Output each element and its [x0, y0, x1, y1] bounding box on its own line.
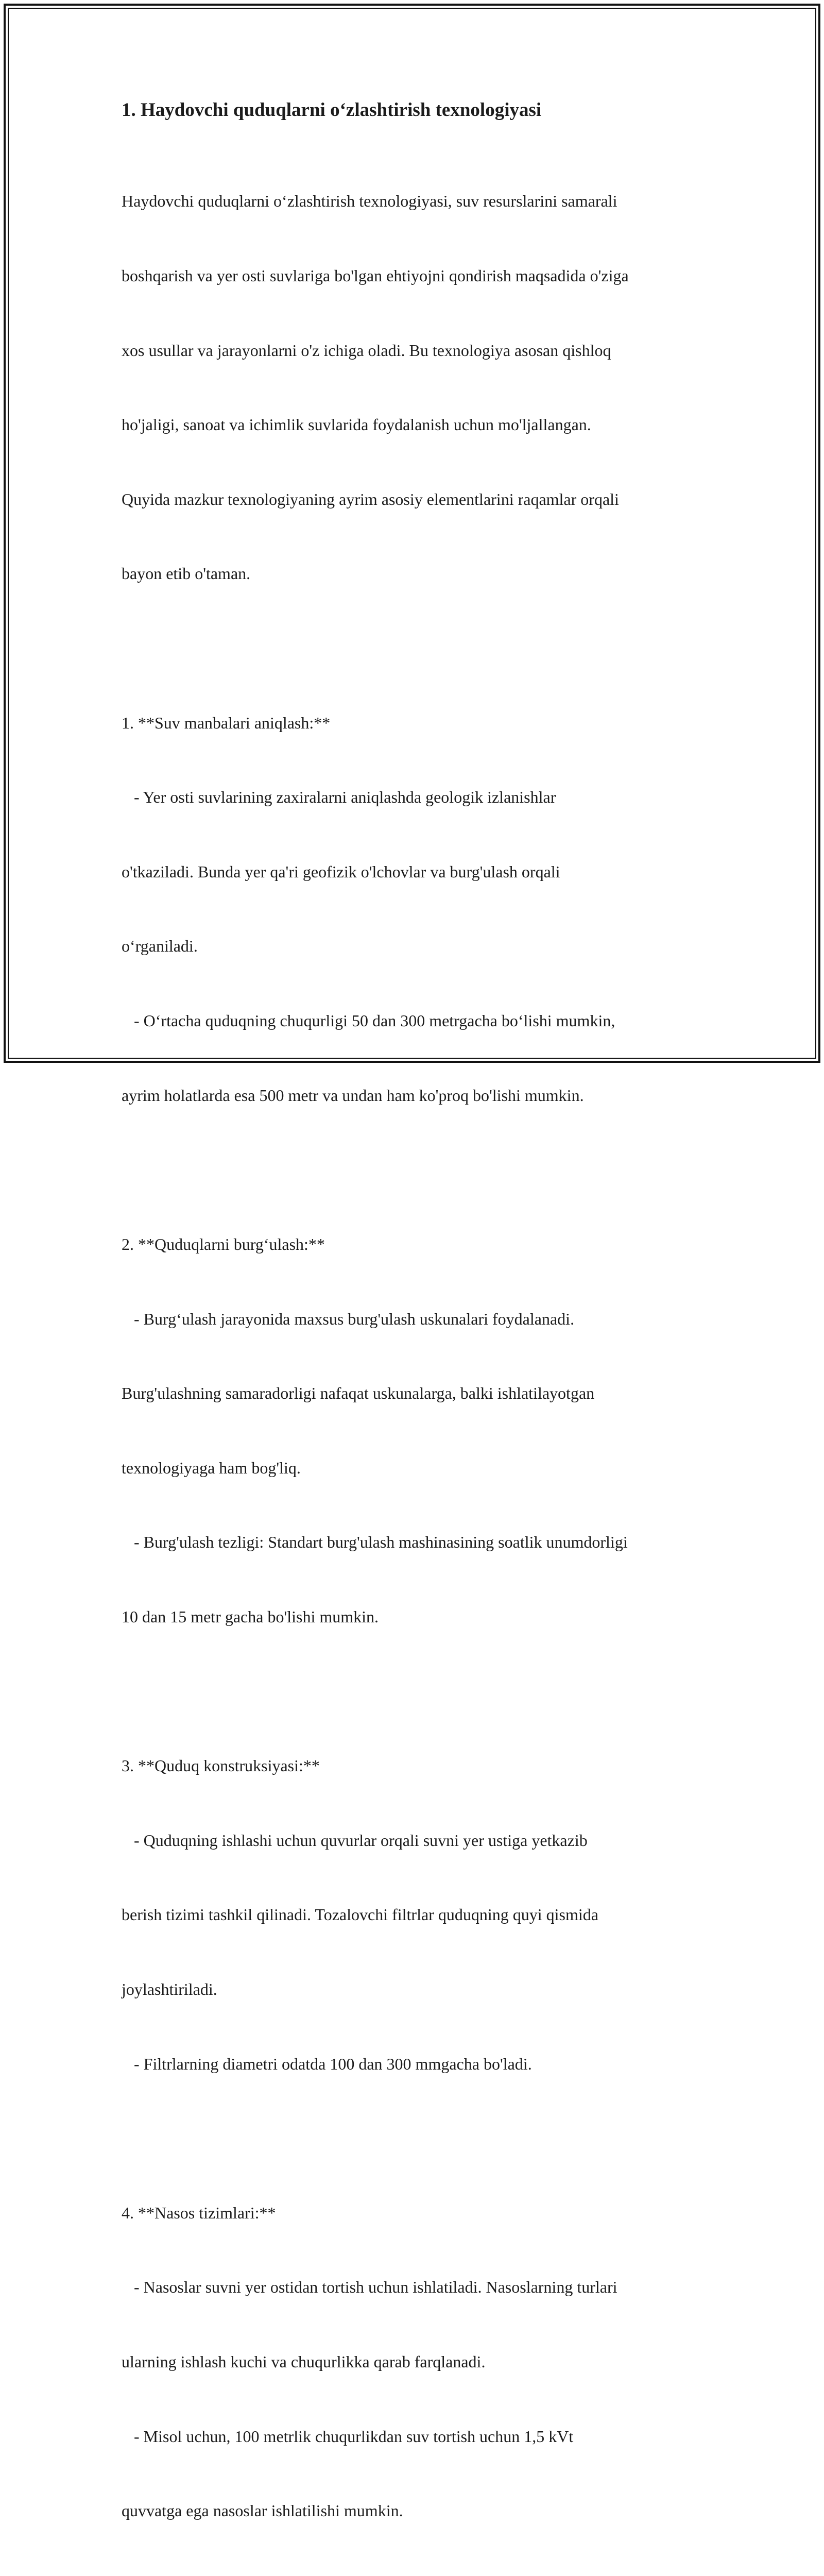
blank-line: [122, 2126, 709, 2150]
blank-line: [122, 636, 709, 660]
blank-line: [122, 1157, 709, 1182]
section-line: - Quduqning ishlashi uchun quvurlar orqali suvni yer ustiga yetkazib: [122, 1831, 588, 1850]
intro-line: boshqarish va yer osti suvlariga bo'lgan ehtiyojni qondirish maqsadida o'ziga: [122, 266, 629, 285]
section-line: [122, 2573, 709, 2576]
intro-line: bayon etib o'taman.: [122, 564, 251, 583]
section-line: - Burg'ulash tezligi: Standart burg'ulash mashinasining soatlik unumdorligi: [122, 1533, 628, 1552]
section-line: Burg'ulashning samaradorligi nafaqat uskunalarga, balki ishlatilayotgan: [122, 1384, 595, 1403]
section-line: - Burgʻulash jarayonida maxsus burg'ulash uskunalari foydalanadi.: [122, 1309, 575, 1328]
section-line: ayrim holatlarda esa 500 metr va undan ham ko'proq bo'lishi mumkin.: [122, 1086, 584, 1105]
section-pump-systems: [122, 2150, 709, 2576]
section-heading: 3. **Quduq konstruksiyasi:**: [122, 1756, 320, 1775]
document-title: 1. Haydovchi quduqlarni oʻzlashtirish texnologiyasi: [122, 99, 542, 121]
section-heading: 4. **Nasos tizimlari:**: [122, 2203, 276, 2222]
section-line: ularning ishlash kuchi va chuqurlikka qarab farqlanadi.: [122, 2352, 486, 2371]
section-line: berish tizimi tashkil qilinadi. Tozalovchi filtrlar quduqning quyi qismida: [122, 1905, 598, 1924]
intro-line: Quyida mazkur texnologiyaning ayrim asosiy elementlarini raqamlar orqali: [122, 489, 619, 509]
intro-line: ho'jaligi, sanoat va ichimlik suvlarida foydalanish uchun mo'ljallangan.: [122, 415, 591, 434]
section-line: texnologiyaga ham bog'liq.: [122, 1458, 301, 1477]
section-line: - Yer osti suvlarining zaxiralarni aniqlashda geologik izlanishlar: [122, 788, 556, 807]
document-page: [122, 96, 709, 2576]
intro-line: xos usullar va jarayonlarni o'z ichiga oladi. Bu texnologiya asosan qishloq: [122, 341, 611, 360]
section-line: - Oʻrtacha quduqning chuqurligi 50 dan 300 metrgacha boʻlishi mumkin,: [122, 1011, 615, 1030]
section-line: o'tkaziladi. Bunda yer qa'ri geofizik o'lchovlar va burg'ulash orqali: [122, 862, 560, 881]
section-line: - Filtrlarning diametri odatda 100 dan 300 mmgacha bo'ladi.: [122, 2054, 532, 2073]
section-heading: 1. **Suv manbalari aniqlash:**: [122, 713, 331, 732]
section-water-sources: [122, 660, 709, 1157]
section-line: - Misol uchun, 100 metrlik chuqurlikdan suv tortish uchun 1,5 kVt: [122, 2427, 574, 2446]
intro-paragraph: [122, 139, 709, 636]
blank-line: [122, 1679, 709, 1704]
section-line: 10 dan 15 metr gacha bo'lishi mumkin.: [122, 1607, 379, 1626]
section-line: - Nasoslar suvni yer ostidan tortish uchun ishlatiladi. Nasoslarning turlari: [122, 2278, 617, 2297]
section-line: oʻrganiladi.: [122, 937, 198, 956]
section-well-construction: [122, 1704, 709, 2126]
intro-line: Haydovchi quduqlarni oʻzlashtirish texnologiyasi, suv resurslarini samarali: [122, 192, 617, 211]
section-drilling: [122, 1182, 709, 1679]
section-heading: 2. **Quduqlarni burgʻulash:**: [122, 1234, 325, 1253]
section-line: quvvatga ega nasoslar ishlatilishi mumkin.: [122, 2501, 403, 2520]
section-line: joylashtiriladi.: [122, 1979, 217, 1998]
